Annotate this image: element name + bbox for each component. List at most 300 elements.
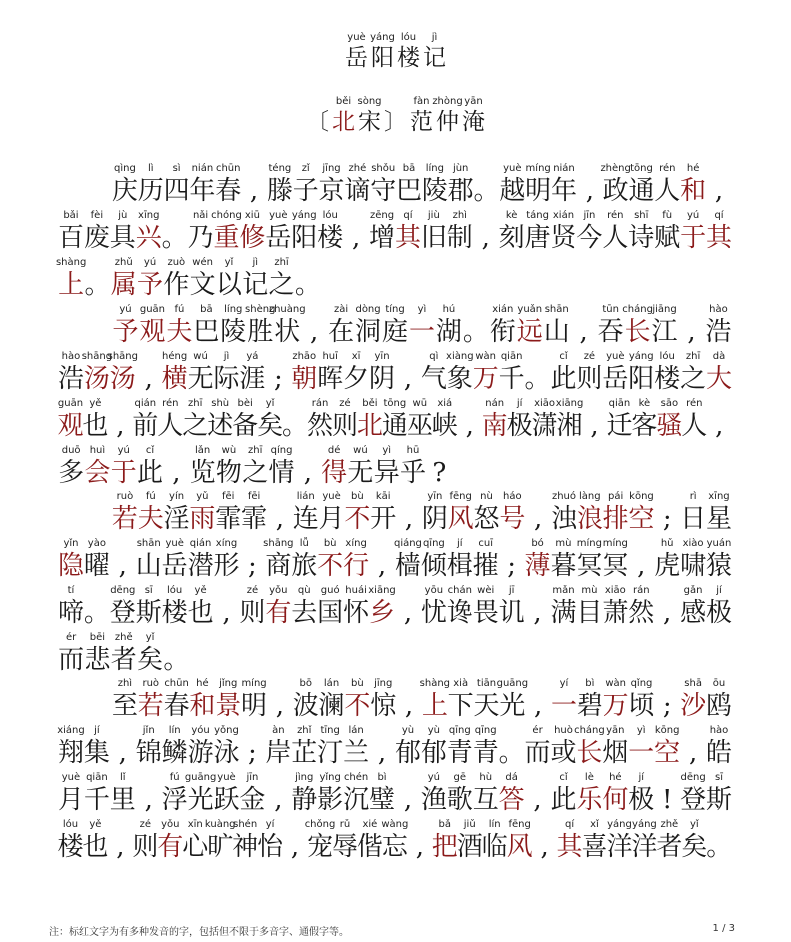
- pinyin: lán: [323, 678, 340, 689]
- hanzi: 下: [447, 691, 474, 721]
- char-cell: [265, 350, 291, 394]
- hanzi: 客: [631, 411, 658, 441]
- char-cell: [532, 818, 557, 862]
- char-cell: [382, 397, 407, 441]
- pinyin: lóu: [322, 210, 338, 221]
- char-cell: [447, 209, 473, 253]
- pinyin: héng: [162, 351, 188, 362]
- hanzi: 湖: [435, 317, 462, 347]
- pinyin: nǎi: [192, 210, 209, 221]
- hanzi: 怀: [343, 598, 370, 628]
- char-cell: [507, 397, 532, 441]
- hanzi: 政: [602, 176, 629, 206]
- pinyin: qiān: [86, 772, 108, 783]
- pinyin: yú: [119, 304, 132, 315]
- char-cell: [654, 162, 680, 206]
- pinyin: cǐ: [145, 445, 155, 456]
- char-cell: [421, 584, 447, 628]
- highlighted-hanzi: 长: [576, 738, 603, 768]
- hanzi: 增: [369, 223, 396, 253]
- pinyin: qián: [134, 398, 157, 409]
- hanzi: 樯: [394, 551, 421, 581]
- hanzi: 摧: [472, 551, 499, 581]
- pinyin: yǐ: [145, 632, 155, 643]
- highlighted-hanzi: 乡: [369, 598, 396, 628]
- hanzi: ?: [432, 458, 447, 488]
- hanzi: 京: [318, 176, 345, 206]
- char-cell: [343, 584, 369, 628]
- char-cell: [680, 724, 706, 768]
- pinyin: xīn: [187, 819, 203, 830]
- pinyin: fēi: [247, 491, 261, 502]
- hanzi: 冥: [576, 551, 603, 581]
- char-cell: [328, 303, 355, 347]
- pinyin: yǒu: [161, 819, 180, 830]
- pinyin: jí: [638, 772, 645, 783]
- pinyin: jiù: [427, 210, 440, 221]
- hanzi: 。: [524, 364, 551, 394]
- pinyin: yáng: [632, 819, 657, 830]
- char-cell: [706, 490, 732, 534]
- highlighted-hanzi: 一: [628, 738, 655, 768]
- char-cell: [136, 584, 162, 628]
- hanzi: 江: [651, 317, 678, 347]
- pinyin: sī: [715, 772, 723, 783]
- pinyin: lǎn: [195, 445, 211, 456]
- char-cell: [84, 209, 110, 253]
- pinyin: zhì: [452, 210, 467, 221]
- char-cell: [682, 397, 707, 441]
- char-cell: [233, 818, 258, 862]
- pinyin: ér: [532, 725, 543, 736]
- pinyin: jì: [252, 257, 258, 268]
- char-cell: [654, 724, 680, 768]
- hanzi: 忧: [420, 598, 447, 628]
- char-cell: [239, 724, 265, 768]
- hanzi: 则: [239, 598, 266, 628]
- pinyin: jí: [457, 538, 463, 549]
- pinyin: shèng: [245, 304, 276, 315]
- pinyin: zé: [583, 351, 596, 362]
- char-cell: [319, 677, 345, 721]
- pinyin: zhuó: [551, 491, 577, 502]
- hanzi: 泳: [213, 738, 240, 768]
- hanzi: 人: [654, 176, 681, 206]
- hanzi: ,: [404, 504, 414, 534]
- pinyin: jiāng: [652, 304, 677, 315]
- hanzi: 怒: [473, 504, 500, 534]
- char-cell: [507, 818, 532, 862]
- highlighted-hanzi: 汤: [109, 364, 136, 394]
- highlighted-hanzi: 风: [506, 832, 533, 862]
- char-cell: [574, 724, 605, 768]
- pinyin: míng: [525, 163, 551, 174]
- hanzi: 喜: [581, 832, 608, 862]
- pinyin: cuī: [478, 538, 494, 549]
- pinyin: yuán: [706, 538, 732, 549]
- hanzi: 无: [347, 458, 374, 488]
- hanzi: 无: [187, 364, 214, 394]
- hanzi: 日: [680, 504, 707, 534]
- hanzi: ,: [585, 176, 594, 206]
- hanzi: ,: [310, 317, 319, 347]
- hanzi: 者: [110, 645, 137, 675]
- hanzi: 啸: [680, 551, 707, 581]
- char-cell: [499, 537, 525, 581]
- char-cell: [654, 209, 680, 253]
- hanzi: 记: [423, 45, 446, 71]
- highlighted-hanzi: 兴: [135, 223, 162, 253]
- char-cell: [84, 444, 110, 488]
- pinyin: bù: [351, 678, 364, 689]
- char-cell: [58, 724, 84, 768]
- char-cell: [382, 818, 407, 862]
- char-cell: [83, 397, 108, 441]
- char-cell: [110, 724, 136, 768]
- char-cell: [136, 771, 162, 815]
- hanzi: 仲: [436, 109, 459, 135]
- pinyin: zhī: [188, 398, 203, 409]
- char-cell: [111, 631, 137, 675]
- pinyin: yuè: [217, 772, 236, 783]
- char-cell: [162, 350, 188, 394]
- hanzi: 赋: [654, 223, 681, 253]
- char-cell: [422, 162, 448, 206]
- pinyin: kōng: [654, 725, 680, 736]
- char-cell: [265, 584, 291, 628]
- hanzi: 则: [132, 832, 159, 862]
- hanzi: ;: [662, 504, 672, 534]
- hanzi: 洋: [606, 832, 633, 862]
- char-cell: [421, 537, 447, 581]
- highlighted-hanzi: 一: [550, 691, 577, 721]
- char-cell: [407, 818, 432, 862]
- hanzi: 陵: [220, 317, 247, 347]
- hanzi: 在: [328, 317, 355, 347]
- text-line: [58, 537, 738, 581]
- hanzi: 象: [446, 364, 473, 394]
- char-cell: [164, 490, 190, 534]
- pinyin: rán: [311, 398, 329, 409]
- hanzi: 气: [420, 364, 447, 394]
- pinyin: xiá: [437, 398, 453, 409]
- hanzi: ,: [403, 785, 413, 815]
- pinyin: ruò: [116, 491, 134, 502]
- hanzi: 目: [576, 598, 603, 628]
- hanzi: 沉: [343, 785, 370, 815]
- pinyin: cháng: [622, 304, 653, 315]
- highlighted-hanzi: 风: [447, 504, 474, 534]
- hanzi: 范: [410, 109, 433, 135]
- char-cell: [607, 397, 632, 441]
- hanzi: ,: [303, 458, 312, 488]
- hanzi: 暮: [550, 551, 577, 581]
- pinyin: chóng: [211, 210, 242, 221]
- char-cell: [382, 303, 409, 347]
- pinyin: jì: [431, 32, 438, 43]
- pinyin: míng: [602, 538, 628, 549]
- char-cell: [499, 490, 525, 534]
- pinyin: yuè: [503, 163, 522, 174]
- char-cell: [163, 256, 189, 300]
- hanzi: 人: [602, 223, 629, 253]
- pinyin: dēng: [680, 772, 706, 783]
- char-cell: [133, 818, 158, 862]
- char-cell: [233, 397, 258, 441]
- hanzi: 夕: [343, 364, 370, 394]
- text-line: [55, 256, 738, 300]
- pinyin: fú: [169, 772, 180, 783]
- hanzi: 而: [58, 645, 85, 675]
- pinyin: zǐ: [301, 163, 310, 174]
- pinyin: shàng: [419, 678, 451, 689]
- char-cell: [58, 444, 84, 488]
- hanzi: 去: [291, 598, 318, 628]
- pinyin: fù: [662, 210, 673, 221]
- pinyin: zhǐ: [297, 725, 312, 736]
- hanzi: 。: [706, 832, 733, 862]
- pinyin: qīng: [422, 538, 445, 549]
- pinyin: bā: [402, 163, 416, 174]
- char-cell: [242, 256, 268, 300]
- pinyin: huái: [345, 585, 367, 596]
- pinyin: qí: [403, 210, 413, 221]
- char-cell: [400, 444, 426, 488]
- pinyin: fēng: [449, 491, 472, 502]
- char-cell: [58, 818, 83, 862]
- hanzi: 形: [213, 551, 240, 581]
- char-cell: [301, 303, 328, 347]
- char-cell: [215, 677, 241, 721]
- hanzi: 今: [576, 223, 603, 253]
- char-cell: [370, 162, 396, 206]
- pinyin: xián: [552, 210, 575, 221]
- highlighted-hanzi: 和: [680, 176, 707, 206]
- text-line: [58, 444, 738, 488]
- char-cell: [707, 818, 732, 862]
- pinyin: cǐ: [559, 772, 568, 783]
- char-cell: [435, 303, 462, 347]
- char-cell: [395, 724, 421, 768]
- pinyin: qíng: [270, 445, 293, 456]
- hanzi: 虎: [654, 551, 681, 581]
- char-cell: [357, 397, 382, 441]
- char-cell: [317, 771, 343, 815]
- pinyin: tōng: [630, 163, 653, 174]
- char-cell: [369, 537, 395, 581]
- char-cell: [133, 397, 158, 441]
- pinyin: lián: [296, 491, 315, 502]
- hanzi: 然: [628, 598, 655, 628]
- pinyin: zé: [139, 819, 152, 830]
- hanzi: 宋: [358, 109, 381, 135]
- char-cell: [680, 490, 706, 534]
- char-cell: [628, 771, 654, 815]
- text-line: [112, 490, 738, 534]
- highlighted-hanzi: 修: [239, 223, 266, 253]
- pinyin: jī: [508, 585, 515, 596]
- char-cell: [680, 677, 706, 721]
- highlighted-hanzi: 万: [602, 691, 629, 721]
- hanzi: 斯: [706, 785, 733, 815]
- char-cell: [496, 677, 529, 721]
- hanzi: 。: [282, 411, 309, 441]
- highlighted-hanzi: 北: [356, 411, 383, 441]
- hanzi: ,: [116, 832, 125, 862]
- highlighted-hanzi: 骚: [656, 411, 683, 441]
- pinyin: lè: [584, 772, 594, 783]
- char-cell: [432, 818, 457, 862]
- char-cell: [110, 584, 136, 628]
- hanzi: ,: [534, 691, 543, 721]
- char-cell: [216, 444, 242, 488]
- hanzi: 峡: [431, 411, 458, 441]
- char-cell: [474, 162, 500, 206]
- hanzi: 怡: [257, 832, 284, 862]
- pinyin: shā: [684, 678, 702, 689]
- char-cell: [308, 397, 333, 441]
- char-cell: [396, 490, 422, 534]
- highlighted-hanzi: 何: [602, 785, 629, 815]
- char-cell: [597, 303, 624, 347]
- pinyin: míng: [576, 538, 602, 549]
- highlighted-hanzi: 空: [654, 738, 681, 768]
- pinyin: xǐ: [590, 819, 599, 830]
- char-cell: [602, 350, 628, 394]
- hanzi: 通: [628, 176, 655, 206]
- char-cell: [241, 490, 267, 534]
- char-cell: [332, 818, 357, 862]
- char-cell: [293, 490, 319, 534]
- pinyin: xīng: [708, 491, 730, 502]
- pinyin: yào: [87, 538, 106, 549]
- pinyin: dé: [327, 445, 341, 456]
- pinyin: qiān: [500, 351, 523, 362]
- pinyin: hào: [61, 351, 81, 362]
- pinyin: xíng: [215, 538, 238, 549]
- char-cell: [525, 490, 551, 534]
- highlighted-hanzi: 隐: [57, 551, 84, 581]
- hanzi: 刻: [498, 223, 525, 253]
- char-cell: [84, 631, 110, 675]
- highlighted-hanzi: 横: [161, 364, 188, 394]
- hanzi: !: [661, 785, 673, 815]
- hanzi: ,: [533, 785, 542, 815]
- pinyin: yú: [143, 257, 157, 268]
- pinyin: tiān: [476, 678, 497, 689]
- pinyin: xiāo: [534, 398, 556, 409]
- char-cell: [557, 818, 582, 862]
- pinyin: chén: [343, 772, 369, 783]
- hanzi: 谪: [344, 176, 371, 206]
- char-cell: [81, 350, 113, 394]
- pinyin: zé: [339, 398, 351, 409]
- char-cell: [383, 95, 409, 136]
- char-cell: [188, 724, 214, 768]
- hanzi: 楼: [57, 832, 84, 862]
- highlighted-hanzi: 行: [343, 551, 370, 581]
- char-cell: [654, 537, 680, 581]
- char-cell: [499, 162, 525, 206]
- char-cell: [343, 724, 369, 768]
- hanzi: ,: [172, 458, 181, 488]
- char-cell: [215, 490, 241, 534]
- char-cell: [600, 162, 631, 206]
- pinyin: zhāo: [292, 351, 317, 362]
- hanzi: ,: [377, 738, 387, 768]
- text-line: [112, 162, 738, 206]
- hanzi: 情: [268, 458, 295, 488]
- pinyin: hào: [709, 304, 728, 315]
- hanzi: 鳞: [161, 738, 188, 768]
- hanzi: 忘: [381, 832, 408, 862]
- char-cell: [396, 31, 422, 72]
- char-cell: [58, 350, 84, 394]
- hanzi: 乃: [187, 223, 214, 253]
- hanzi: ,: [116, 411, 125, 441]
- hanzi: ,: [377, 551, 387, 581]
- hanzi: ,: [351, 223, 361, 253]
- pinyin: yí: [559, 678, 569, 689]
- char-cell: [343, 537, 369, 581]
- char-cell: [577, 490, 603, 534]
- hanzi: 心: [182, 832, 209, 862]
- pinyin: dēng: [110, 585, 136, 596]
- highlighted-hanzi: 答: [498, 785, 525, 815]
- pinyin: xià: [453, 678, 469, 689]
- pinyin: zhèng: [600, 163, 631, 174]
- pinyin: yǐng: [319, 772, 341, 783]
- pinyin: lóu: [167, 585, 183, 596]
- hanzi: 宠: [307, 832, 334, 862]
- hanzi: 吞: [597, 317, 624, 347]
- char-cell: [706, 350, 732, 394]
- hanzi: 多: [58, 458, 85, 488]
- char-cell: [84, 256, 110, 300]
- pinyin: xiāng: [555, 398, 584, 409]
- pinyin: lǚ: [299, 538, 309, 549]
- char-cell: [136, 350, 162, 394]
- hanzi: 年: [189, 176, 216, 206]
- title-block: [0, 31, 791, 72]
- hanzi: 而: [524, 738, 551, 768]
- hanzi: ;: [507, 551, 517, 581]
- hanzi: 以: [215, 270, 242, 300]
- char-cell: [112, 303, 139, 347]
- char-cell: [551, 350, 577, 394]
- pinyin: yuè: [347, 32, 366, 43]
- pinyin: rén: [162, 398, 179, 409]
- char-cell: [706, 677, 732, 721]
- char-cell: [108, 818, 133, 862]
- pinyin: yǒng: [214, 725, 239, 736]
- hanzi: 感: [680, 598, 707, 628]
- hanzi: 记: [242, 270, 269, 300]
- highlighted-hanzi: 上: [58, 270, 85, 300]
- char-cell: [582, 397, 607, 441]
- hanzi: 废: [83, 223, 110, 253]
- char-cell: [680, 350, 706, 394]
- highlighted-hanzi: 朝: [291, 364, 318, 394]
- pinyin: yì: [636, 725, 646, 736]
- char-cell: [654, 490, 680, 534]
- hanzi: 游: [187, 738, 214, 768]
- hanzi: 明: [241, 691, 268, 721]
- highlighted-hanzi: 其: [556, 832, 583, 862]
- pinyin: qìng: [114, 163, 136, 174]
- highlighted-hanzi: 景: [215, 691, 242, 721]
- char-cell: [108, 397, 133, 441]
